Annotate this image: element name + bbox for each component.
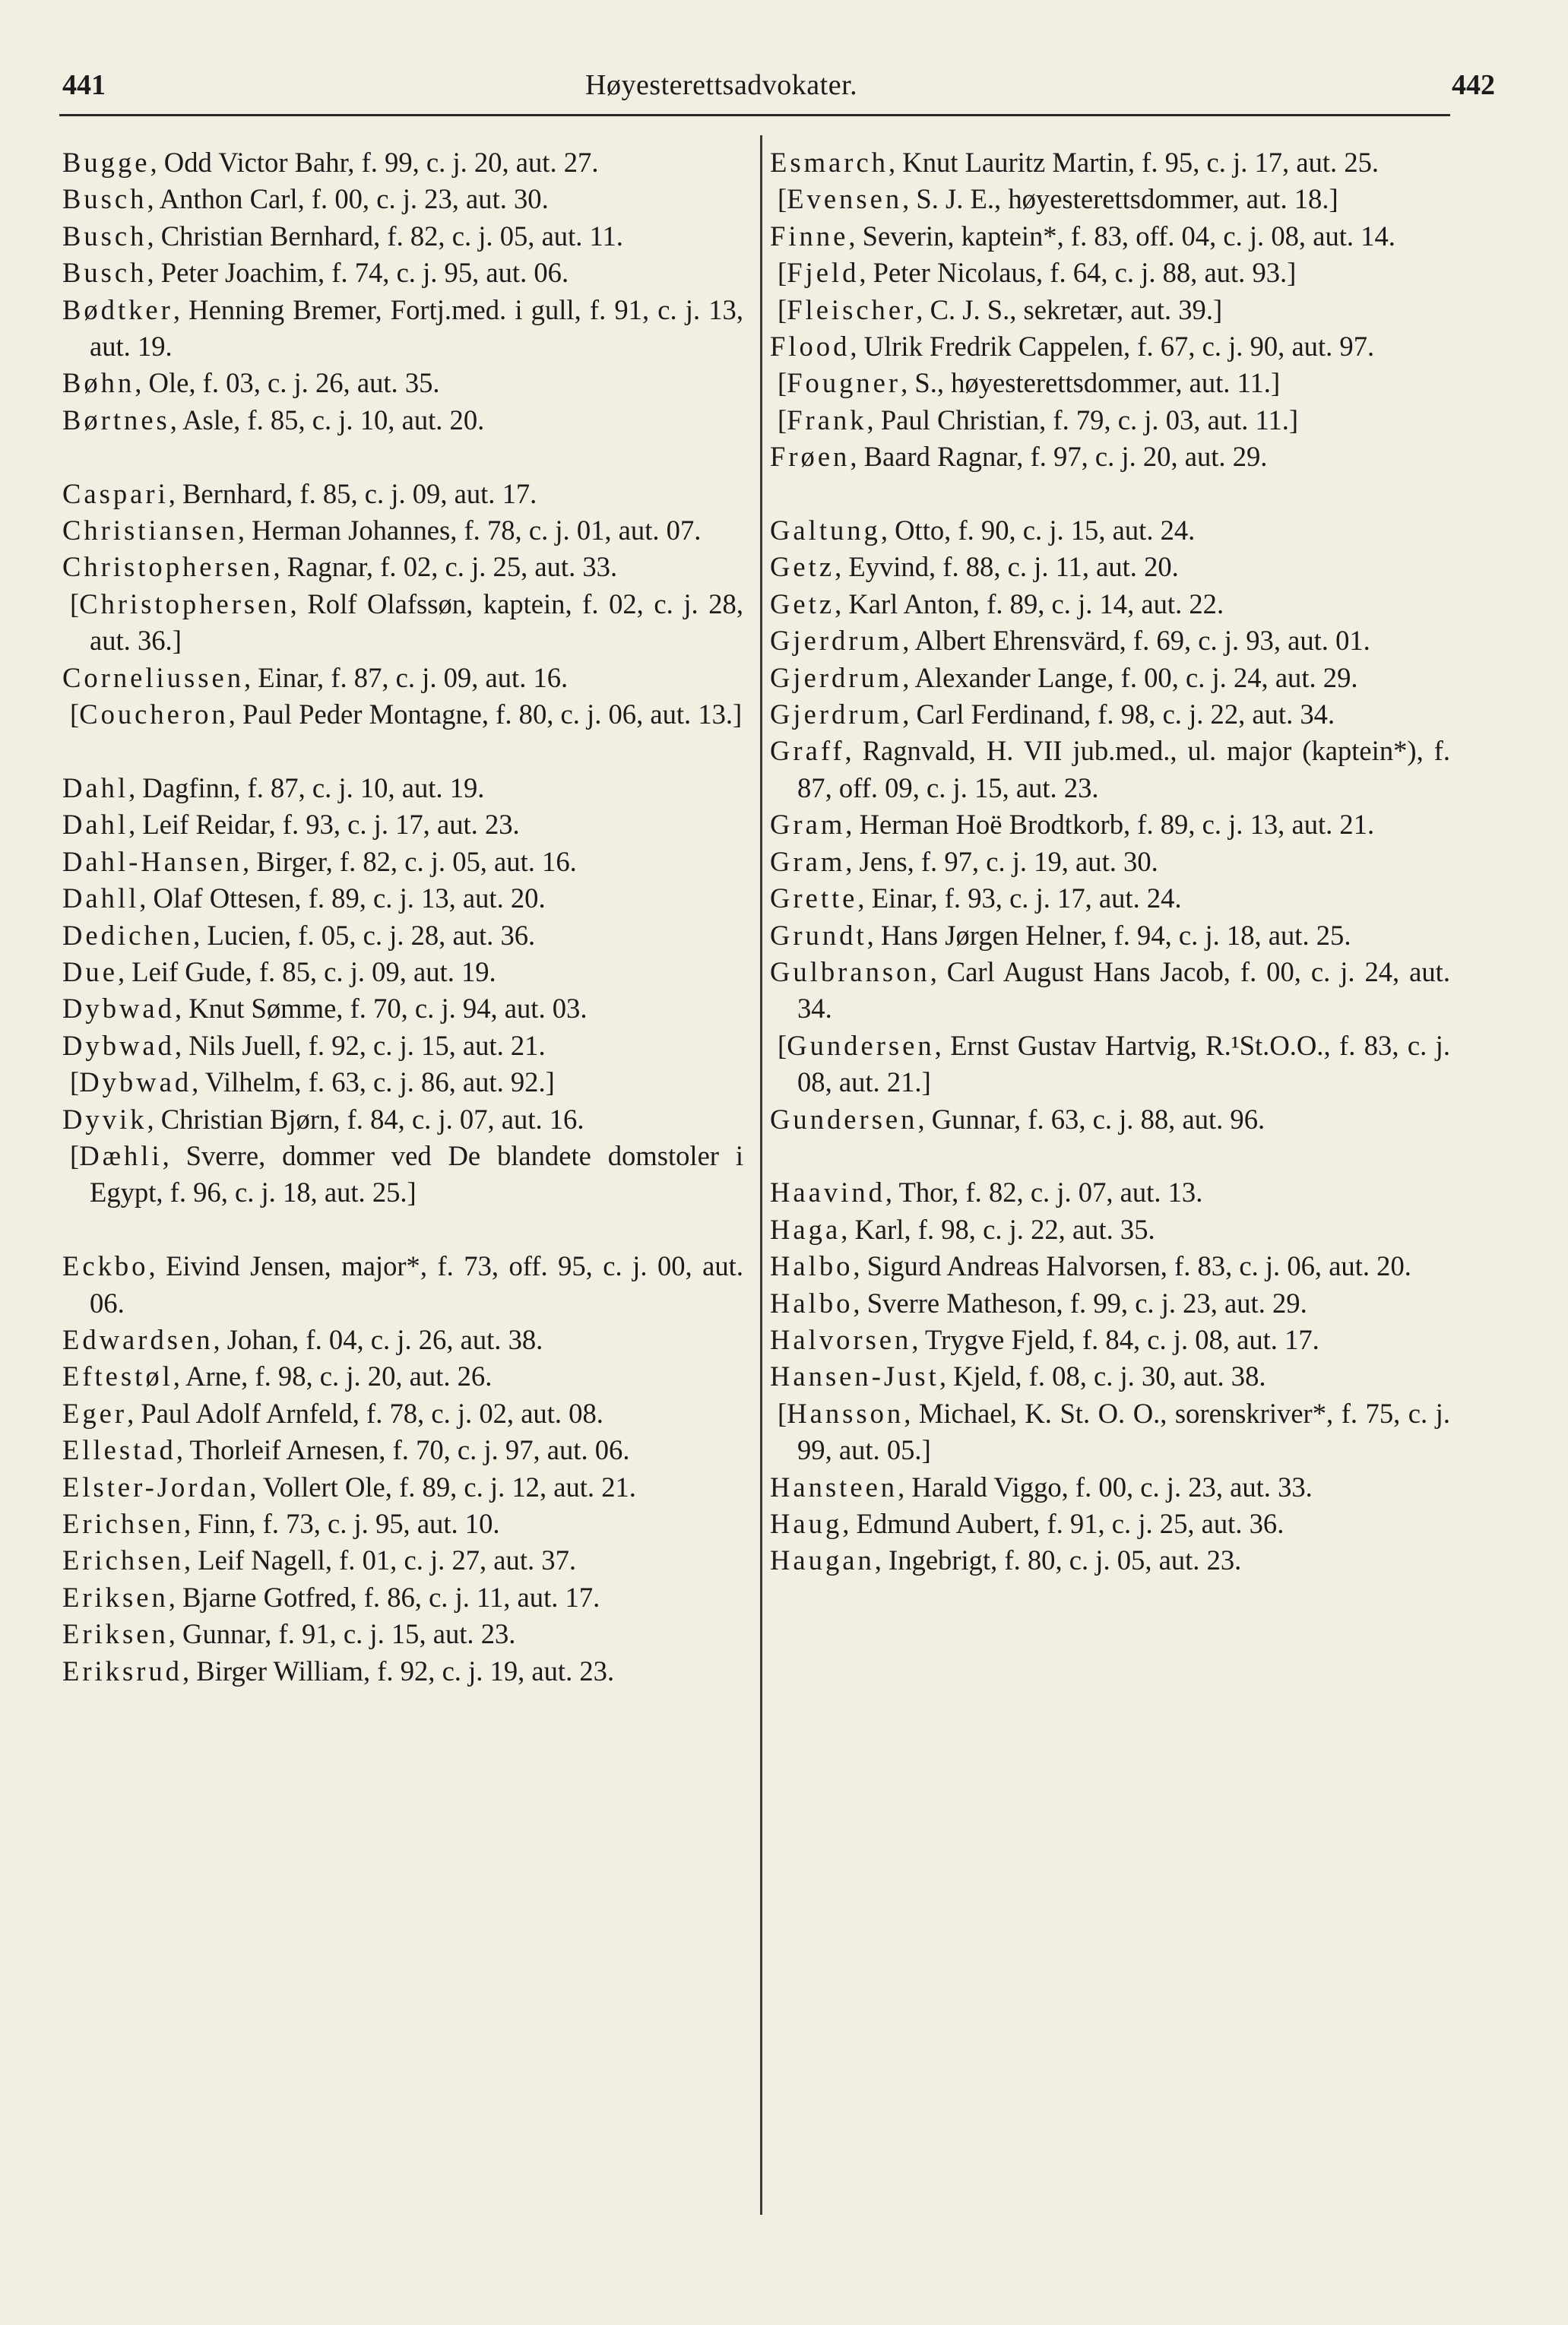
register-entry: [62, 512, 743, 549]
entry-surname: Gundersen: [787, 1029, 935, 1061]
right-column: [770, 144, 1450, 1579]
register-entry: [770, 806, 1450, 843]
entry-surname: Grette: [770, 882, 858, 914]
entry-details: , Odd Victor Bahr, f. 99, c. j. 20, aut. 27.: [150, 147, 599, 178]
entry-details: , S. J. E., høyesterettsdommer, aut. 18.]: [902, 183, 1338, 215]
entry-surname: Dybwad: [62, 1029, 175, 1061]
register-entry: [770, 549, 1450, 585]
entry-details: , Leif Gude, f. 85, c. j. 09, aut. 19.: [117, 955, 496, 987]
entry-surname: Hansson: [787, 1397, 904, 1429]
entry-surname: Eckbo: [62, 1250, 149, 1282]
register-entry: [62, 1138, 743, 1212]
entry-surname: Coucheron: [79, 698, 229, 730]
entry-surname: Fleischer: [787, 293, 917, 325]
entry-surname: Haug: [770, 1508, 843, 1539]
entry-surname: Gjerdrum: [770, 661, 903, 693]
entry-bracket: [: [778, 1397, 787, 1429]
register-entry: [770, 844, 1450, 880]
entry-surname: Dahll: [62, 882, 140, 914]
entry-details: , Alexander Lange, f. 00, c. j. 24, aut. 29.: [902, 661, 1358, 693]
register-entry: [62, 880, 743, 917]
entry-details: , Ulrik Fredrik Cappelen, f. 67, c. j. 90, aut. 97.: [850, 331, 1375, 363]
entry-details: , Finn, f. 73, c. j. 95, aut. 10.: [183, 1507, 500, 1539]
section-gap: [62, 733, 743, 769]
entry-surname: Busch: [62, 257, 147, 289]
register-entry: [770, 512, 1450, 549]
register-entry: [770, 660, 1450, 696]
entry-details: , Ernst Gustav Hartvig, R.¹St.O.O., f. 83, c. j. 08, aut. 21.]: [797, 1029, 1450, 1098]
entry-surname: Halbo: [770, 1250, 854, 1282]
entry-surname: Ellestad: [62, 1434, 176, 1466]
left-column: [62, 144, 743, 1690]
entry-details: , Herman Hoë Brodtkorb, f. 89, c. j. 13, aut. 21.: [845, 809, 1375, 841]
entry-surname: Dybwad: [62, 993, 175, 1025]
register-entry: [62, 1506, 743, 1542]
register-entry: [770, 1285, 1450, 1322]
register-entry: [62, 1653, 743, 1690]
entry-details: , Thorleif Arnesen, f. 70, c. j. 97, aut. 06.: [176, 1434, 630, 1466]
entry-details: , Rolf Olafssøn, kaptein, f. 02, c. j. 28, aut. 36.]: [90, 588, 743, 657]
entry-surname: Halbo: [770, 1287, 854, 1319]
entry-details: , Sverre, dommer ved De blandete domstoler i Egypt, f. 96, c. j. 18, aut. 25.]: [90, 1139, 743, 1208]
entry-details: , Einar, f. 93, c. j. 17, aut. 24.: [857, 882, 1182, 914]
entry-surname: Halvorsen: [770, 1323, 912, 1355]
right-page-number: 442: [1452, 69, 1495, 101]
register-entry: [62, 402, 743, 439]
entry-details: , Severin, kaptein*, f. 83, off. 04, c. j. 08, aut. 14.: [848, 220, 1395, 252]
register-entry: [62, 365, 743, 401]
register-entry: [62, 954, 743, 990]
entry-surname: Eriksen: [62, 1581, 169, 1613]
entry-details: , Harald Viggo, f. 00, c. j. 23, aut. 33.: [898, 1471, 1313, 1503]
entry-details: , Paul Peder Montagne, f. 80, c. j. 06, aut. 13.]: [228, 698, 743, 730]
entry-details: , Carl Ferdinand, f. 98, c. j. 22, aut. 34.: [902, 698, 1335, 730]
entry-details: , Ingebrigt, f. 80, c. j. 05, aut. 23.: [874, 1544, 1242, 1576]
register-entry: [62, 1028, 743, 1064]
register-entry: [770, 328, 1450, 365]
entry-details: , Lucien, f. 05, c. j. 28, aut. 36.: [193, 919, 536, 951]
register-entry: [62, 1542, 743, 1579]
entry-surname: Christophersen: [79, 588, 290, 619]
entry-details: , Henning Bremer, Fortj.med. i gull, f. 91, c. j. 13, aut. 19.: [90, 293, 743, 363]
header-rule: [59, 114, 1450, 116]
register-entry: [62, 1101, 743, 1138]
register-entry: [62, 660, 743, 696]
register-entry: [62, 917, 743, 954]
entry-details: , Sigurd Andreas Halvorsen, f. 83, c. j. 06, aut. 20.: [853, 1250, 1411, 1282]
entry-bracket: [: [778, 293, 787, 325]
entry-surname: Dahl: [62, 771, 129, 803]
register-entry: [770, 181, 1450, 217]
entry-surname: Haavind: [770, 1177, 885, 1208]
entry-details: , Ragnvald, H. VII jub.med., ul. major (kaptein*), f. 87, off. 09, c. j. 15, aut. 23.: [797, 735, 1450, 803]
entry-details: , Christian Bernhard, f. 82, c. j. 05, aut. 11.: [147, 220, 623, 252]
entry-surname: Busch: [62, 220, 147, 252]
entry-details: , C. J. S., sekretær, aut. 39.]: [916, 293, 1223, 325]
entry-details: , Knut Lauritz Martin, f. 95, c. j. 17, aut. 25.: [888, 147, 1380, 178]
register-entry: [770, 1248, 1450, 1284]
entry-surname: Fjeld: [787, 257, 860, 289]
register-entry: [62, 1064, 743, 1101]
entry-details: , Vollert Ole, f. 89, c. j. 12, aut. 21.: [249, 1471, 636, 1503]
entry-surname: Gjerdrum: [770, 625, 903, 657]
entry-surname: Fougner: [787, 367, 901, 399]
register-entry: [62, 1395, 743, 1432]
entry-details: , Karl, f. 98, c. j. 22, aut. 35.: [841, 1213, 1155, 1245]
register-entry: [770, 1212, 1450, 1248]
entry-details: , Nils Juell, f. 92, c. j. 15, aut. 21.: [174, 1029, 546, 1061]
entry-details: , Edmund Aubert, f. 91, c. j. 25, aut. 36.: [842, 1508, 1284, 1539]
entry-details: , Carl August Hans Jacob, f. 00, c. j. 24, aut. 34.: [797, 955, 1450, 1025]
entry-surname: Bøhn: [62, 367, 135, 399]
entry-surname: Bødtker: [62, 293, 173, 325]
register-entry: [62, 1469, 743, 1506]
entry-details: , Ragnar, f. 02, c. j. 25, aut. 33.: [273, 551, 618, 583]
entry-surname: Eger: [62, 1397, 128, 1429]
register-entry: [770, 255, 1450, 291]
entry-details: , Gunnar, f. 91, c. j. 15, aut. 23.: [168, 1618, 516, 1650]
entry-details: , Peter Joachim, f. 74, c. j. 95, aut. 06.: [147, 257, 569, 289]
register-entry: [770, 1028, 1450, 1101]
entry-surname: Elster-Jordan: [62, 1471, 250, 1503]
entry-surname: Dedichen: [62, 919, 194, 951]
entry-details: , Arne, f. 98, c. j. 20, aut. 26.: [173, 1360, 493, 1392]
register-entry: [62, 1616, 743, 1652]
entry-details: , Herman Johannes, f. 78, c. j. 01, aut. 07.: [237, 515, 702, 546]
entry-details: , Anthon Carl, f. 00, c. j. 23, aut. 30.: [147, 183, 549, 215]
entry-surname: Grundt: [770, 919, 867, 951]
entry-surname: Getz: [770, 551, 835, 583]
entry-surname: Dyvik: [62, 1103, 147, 1135]
register-entry: [62, 144, 743, 181]
register-entry: [62, 844, 743, 880]
entry-surname: Erichsen: [62, 1507, 184, 1539]
register-entry: [770, 1395, 1450, 1469]
entry-details: , Michael, K. St. O. O., sorenskriver*, f. 75, c. j. 99, aut. 05.]: [797, 1397, 1450, 1466]
register-entry: [770, 1542, 1450, 1579]
register-entry: [770, 292, 1450, 328]
register-entry: [62, 476, 743, 512]
register-entry: [770, 1469, 1450, 1506]
register-entry: [770, 880, 1450, 917]
entry-bracket: [: [778, 1029, 787, 1061]
entry-details: , Knut Sømme, f. 70, c. j. 94, aut. 03.: [174, 993, 588, 1025]
register-entry: [62, 806, 743, 843]
entry-surname: Haga: [770, 1213, 841, 1245]
entry-surname: Evensen: [787, 183, 903, 215]
entry-surname: Christophersen: [62, 551, 274, 583]
entry-details: , Birger, f. 82, c. j. 05, aut. 16.: [242, 845, 577, 877]
register-entry: [62, 1322, 743, 1358]
register-entry: [62, 770, 743, 806]
entry-details: , Leif Nagell, f. 01, c. j. 27, aut. 37.: [183, 1544, 577, 1576]
entry-surname: Hansen-Just: [770, 1360, 939, 1392]
register-entry: [770, 1358, 1450, 1395]
entry-surname: Edwardsen: [62, 1323, 214, 1355]
entry-details: , Kjeld, f. 08, c. j. 30, aut. 38.: [939, 1360, 1266, 1392]
entry-details: , Bjarne Gotfred, f. 86, c. j. 11, aut. 17.: [168, 1581, 600, 1613]
register-entry: [62, 1248, 743, 1322]
entry-surname: Esmarch: [770, 147, 889, 178]
entry-surname: Erichsen: [62, 1544, 184, 1576]
entry-surname: Haugan: [770, 1544, 875, 1576]
entry-details: , Hans Jørgen Helner, f. 94, c. j. 18, aut. 25.: [866, 919, 1351, 951]
entry-surname: Busch: [62, 183, 147, 215]
entry-surname: Gram: [770, 809, 846, 841]
register-entry: [62, 549, 743, 585]
entry-surname: Dybwad: [79, 1066, 192, 1098]
entry-surname: Eriksrud: [62, 1655, 182, 1687]
entry-bracket: [: [778, 183, 787, 215]
section-gap: [770, 1138, 1450, 1174]
entry-surname: Frank: [787, 404, 867, 436]
column-divider: [760, 135, 762, 2215]
entry-bracket: [: [70, 588, 80, 619]
entry-details: , Trygve Fjeld, f. 84, c. j. 08, aut. 17.: [911, 1323, 1319, 1355]
entry-details: , Otto, f. 90, c. j. 15, aut. 24.: [880, 515, 1196, 546]
entry-details: , Thor, f. 82, c. j. 07, aut. 13.: [885, 1177, 1203, 1208]
register-entry: [770, 439, 1450, 475]
entry-details: , Sverre Matheson, f. 99, c. j. 23, aut. 29.: [853, 1287, 1307, 1319]
register-entry: [770, 586, 1450, 622]
register-entry: [62, 1432, 743, 1468]
entry-details: , Baard Ragnar, f. 97, c. j. 20, aut. 29.: [850, 441, 1268, 473]
entry-surname: Gram: [770, 845, 846, 877]
entry-details: , Eivind Jensen, major*, f. 73, off. 95, c. j. 00, aut. 06.: [90, 1250, 743, 1319]
entry-details: , Ole, f. 03, c. j. 26, aut. 35.: [135, 367, 440, 399]
register-entry: [62, 696, 743, 733]
entry-details: , Karl Anton, f. 89, c. j. 14, aut. 22.: [835, 588, 1224, 619]
entry-surname: Corneliussen: [62, 661, 244, 693]
register-entry: [770, 1101, 1450, 1138]
register-entry: [770, 365, 1450, 401]
entry-surname: Børtnes: [62, 404, 170, 436]
entry-bracket: [: [70, 1066, 80, 1098]
entry-details: , Jens, f. 97, c. j. 19, aut. 30.: [845, 845, 1158, 877]
entry-details: , Olaf Ottesen, f. 89, c. j. 13, aut. 20.: [139, 882, 546, 914]
register-entry: [770, 954, 1450, 1028]
entry-details: , Gunnar, f. 63, c. j. 88, aut. 96.: [917, 1103, 1265, 1135]
entry-surname: Getz: [770, 588, 835, 619]
entry-details: , Birger William, f. 92, c. j. 19, aut. 23.: [182, 1655, 615, 1687]
register-entry: [62, 586, 743, 660]
register-entry: [62, 218, 743, 255]
register-entry: [770, 733, 1450, 806]
entry-details: , Leif Reidar, f. 93, c. j. 17, aut. 23.: [128, 809, 520, 841]
entry-surname: Due: [62, 955, 118, 987]
entry-surname: Frøen: [770, 441, 851, 473]
register-entry: [770, 696, 1450, 733]
register-entry: [62, 181, 743, 217]
entry-details: , Christian Bjørn, f. 84, c. j. 07, aut. 16.: [147, 1103, 584, 1135]
running-title: Høyesterettsadvokater.: [585, 69, 858, 101]
entry-details: , Johan, f. 04, c. j. 26, aut. 38.: [213, 1323, 543, 1355]
register-entry: [770, 1174, 1450, 1211]
entry-surname: Christiansen: [62, 515, 238, 546]
entry-surname: Caspari: [62, 477, 169, 509]
entry-details: , Dagfinn, f. 87, c. j. 10, aut. 19.: [128, 771, 485, 803]
entry-surname: Bugge: [62, 147, 150, 178]
register-entry: [770, 144, 1450, 181]
entry-details: , Vilhelm, f. 63, c. j. 86, aut. 92.]: [192, 1066, 555, 1098]
entry-surname: Dahl-Hansen: [62, 845, 242, 877]
register-entry: [770, 917, 1450, 954]
entry-details: , Paul Christian, f. 79, c. j. 03, aut. 11.]: [866, 404, 1299, 436]
left-page-number: 441: [62, 69, 106, 101]
register-entry: [62, 990, 743, 1027]
entry-surname: Flood: [770, 331, 851, 363]
entry-surname: Gjerdrum: [770, 698, 903, 730]
entry-surname: Galtung: [770, 515, 881, 546]
register-entry: [770, 1506, 1450, 1542]
entry-details: , Eyvind, f. 88, c. j. 11, aut. 20.: [835, 551, 1179, 583]
register-entry: [770, 622, 1450, 659]
section-gap: [62, 439, 743, 475]
entry-details: , Peter Nicolaus, f. 64, c. j. 88, aut. 93.]: [859, 257, 1297, 289]
entry-bracket: [: [70, 698, 80, 730]
entry-surname: Graff: [770, 735, 845, 767]
section-gap: [62, 1212, 743, 1248]
entry-details: , Einar, f. 87, c. j. 09, aut. 16.: [244, 661, 569, 693]
register-entry: [770, 402, 1450, 439]
register-entry: [770, 1322, 1450, 1358]
entry-details: , Paul Adolf Arnfeld, f. 78, c. j. 02, aut. 08.: [127, 1397, 603, 1429]
entry-details: , Albert Ehrensvärd, f. 69, c. j. 93, aut. 01.: [902, 625, 1370, 657]
entry-surname: Finne: [770, 220, 849, 252]
entry-surname: Dæhli: [79, 1139, 163, 1171]
entry-bracket: [: [778, 257, 787, 289]
register-entry: [62, 1579, 743, 1616]
entry-details: , Bernhard, f. 85, c. j. 09, aut. 17.: [168, 477, 537, 509]
entry-bracket: [: [778, 404, 787, 436]
entry-details: , S., høyesterettsdommer, aut. 11.]: [901, 367, 1281, 399]
entry-surname: Eriksen: [62, 1618, 169, 1650]
section-gap: [770, 476, 1450, 512]
register-entry: [62, 292, 743, 366]
entry-surname: Hansteen: [770, 1471, 898, 1503]
register-entry: [62, 255, 743, 291]
entry-surname: Eftestøl: [62, 1360, 173, 1392]
entry-surname: Gundersen: [770, 1103, 918, 1135]
entry-bracket: [: [778, 367, 787, 399]
register-entry: [62, 1358, 743, 1395]
entry-details: , Asle, f. 85, c. j. 10, aut. 20.: [169, 404, 485, 436]
entry-surname: Dahl: [62, 809, 129, 841]
register-entry: [770, 218, 1450, 255]
entry-surname: Gulbranson: [770, 955, 930, 987]
entry-bracket: [: [70, 1139, 80, 1171]
